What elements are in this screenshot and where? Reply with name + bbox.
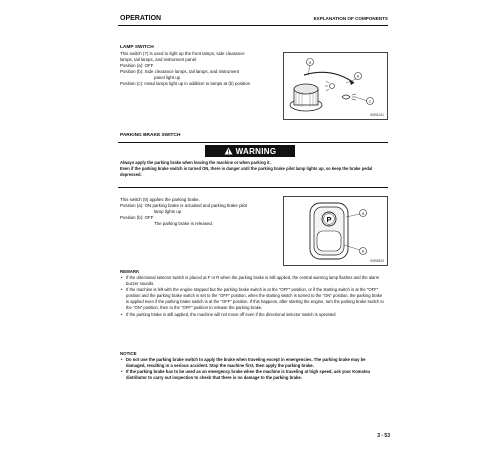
lamp-line: This switch (7) is used to light up the front lamps, side clearance	[120, 51, 245, 56]
lamp-line: lamps, tail lamps, and instrument panel.	[120, 57, 198, 63]
lamp-line: Position (a): OFF	[120, 63, 154, 69]
lamp-line: Position (b): Side clearance lamps, tail lamps, and instrument	[120, 69, 240, 75]
parking-brake-figure	[283, 196, 388, 266]
lamp-line: Position (c): Head lamps light up in addition to lamps at (b) position	[120, 81, 251, 87]
pb-line: This switch (8) applies the parking brake.	[120, 197, 200, 202]
callout-c: c	[369, 98, 371, 104]
warning-banner	[205, 145, 295, 157]
warning-line: Even if the parking brake switch is turned ON, there is danger until the parking brake pilot lamp lights up, so keep the brake pedal	[120, 166, 373, 171]
figure-code: 9J950813	[369, 259, 384, 263]
notice-heading: NOTICE	[120, 351, 137, 356]
warning-text	[120, 160, 386, 178]
pb-line: lamp lights up	[154, 209, 182, 215]
lamp-switch-illustration	[284, 53, 387, 119]
figure-code: 9J951041	[369, 113, 384, 117]
callout-b: b	[356, 73, 360, 79]
parking-brake-illustration	[284, 197, 387, 265]
callout-a: a	[308, 59, 312, 65]
warning-line: depressed.	[120, 172, 142, 177]
notice-item: • If the parking brake has to be used as an emergency brake when the machine is traveling at high speed, ask your Komatsu distributor to carry out inspection to check that there is no damage to the parking brake.	[120, 369, 386, 381]
pb-line: Position (b): OFF	[120, 215, 154, 221]
callout-a: a	[361, 210, 365, 216]
notice-list	[120, 357, 386, 381]
notice-item: • Do not use the parking brake switch to apply the brake when traveling except in emergencies. The parking brake may be damaged, resulting in a serious accident. Stop the machine first, then apply the parking brake.	[120, 357, 386, 369]
remark-heading: REMARK	[120, 269, 140, 274]
warning-triangle-icon	[224, 147, 233, 155]
warning-top-rule	[118, 142, 388, 143]
remark-item: • If the directional selector switch is placed at F or R when the parking brake is still applied, the central warning lamp flashes and the alarm buzzer sounds.	[120, 275, 386, 287]
header-rule	[118, 25, 388, 26]
lamp-switch-heading: LAMP SWITCH	[120, 45, 154, 50]
chapter-title: EXPLANATION OF COMPONENTS	[313, 16, 388, 21]
remark-item: • If the parking brake is still applied, the machine will not move off even if the directional selector switch is operated.	[120, 312, 386, 318]
callout-b: b	[361, 248, 365, 254]
lamp-line: panel light up	[154, 75, 181, 81]
warning-label: WARNING	[235, 146, 277, 156]
lamp-switch-text	[120, 51, 280, 88]
parking-brake-text	[120, 197, 280, 227]
remark-list	[120, 275, 386, 318]
warning-bottom-rule	[118, 187, 388, 188]
warning-line: Always apply the parking brake when leaving the machine or when parking it.	[120, 160, 271, 165]
section-title: OPERATION	[120, 15, 162, 22]
pb-line: The parking brake is released.	[154, 221, 214, 227]
pb-line: Position (a): ON parking brake is actuated and parking brake pilot	[120, 203, 248, 209]
lamp-switch-figure	[283, 52, 388, 120]
remark-item: • If the machine is left with the engine stopped but the parking brake switch is at the "OFF" position, or if the starting switch is at the "OFF" position and the parking brake switch is set to the "OFF" position, when the starting switch is turned to the "ON" position, the parking brake is applied even if the parking brake switch is at the "OFF" position. If this happens, after starting the engine, turn the parking brake switch to the "ON" position, then to the "OFF" position to release the parking brake.	[120, 287, 386, 311]
parking-brake-heading: PARKING BRAKE SWITCH	[120, 133, 181, 138]
parking-symbol: P	[326, 214, 332, 224]
page-number: 3 - 53	[377, 433, 390, 439]
